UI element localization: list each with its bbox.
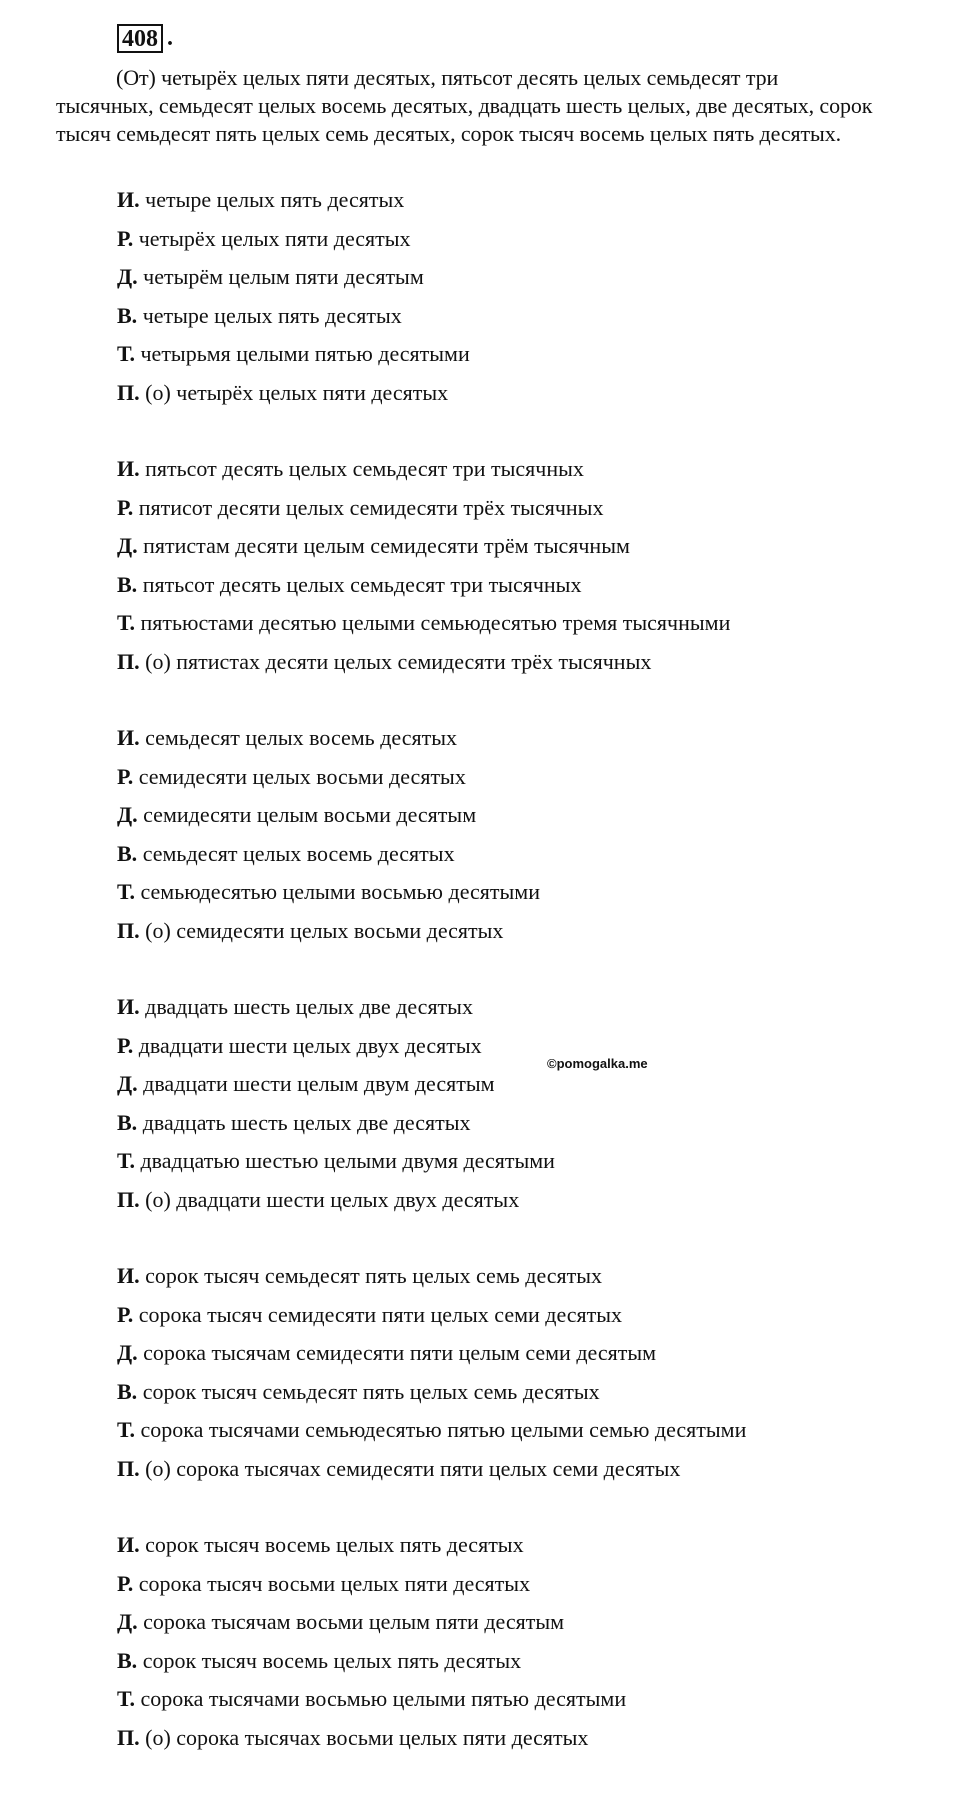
case-label: Д. bbox=[117, 802, 138, 827]
declension-row bbox=[117, 302, 917, 341]
case-label: И. bbox=[117, 187, 140, 212]
case-form-text: четырёх целых пяти десятых bbox=[138, 225, 411, 251]
declension-row bbox=[117, 455, 917, 494]
case-form-text: четырьмя целыми пятью десятыми bbox=[140, 341, 470, 366]
declension-row bbox=[117, 724, 917, 763]
case-form-text: (о) сорока тысячах семидесяти пяти целых семи десятых bbox=[145, 1455, 681, 1481]
case-form-text: сорока тысяч восьми целых пяти десятых bbox=[138, 1570, 531, 1596]
case-form-text: семьдесят целых восемь десятых bbox=[145, 725, 458, 750]
case-label: В. bbox=[117, 1109, 138, 1135]
case-label: В. bbox=[117, 840, 138, 866]
declension-group bbox=[117, 186, 917, 417]
case-label: И. bbox=[117, 456, 140, 481]
case-label: В. bbox=[117, 1647, 138, 1673]
declension-row bbox=[117, 379, 917, 418]
case-form-text: пятисот десяти целых семидесяти трёх тысячных bbox=[138, 494, 604, 520]
case-form-text: пятьсот десять целых семьдесят три тысячных bbox=[142, 571, 582, 597]
case-form-text: двадцать шесть целых две десятых bbox=[145, 994, 473, 1019]
case-form-text: сорока тысячам восьми целым пяти десятым bbox=[143, 1609, 565, 1634]
declension-row bbox=[117, 1032, 917, 1071]
case-label: В. bbox=[117, 1378, 138, 1404]
declension-row bbox=[117, 1570, 917, 1609]
case-form-text: двадцати шести целым двум десятым bbox=[143, 1071, 495, 1096]
declension-row bbox=[117, 1378, 917, 1417]
case-label: Т. bbox=[117, 610, 135, 635]
case-label: И. bbox=[117, 994, 140, 1019]
declension-row bbox=[117, 1685, 917, 1724]
declension-row bbox=[117, 1070, 917, 1109]
declension-row bbox=[117, 1301, 917, 1340]
case-label: П. bbox=[117, 1186, 140, 1212]
case-form-text: сорока тысячами восьмью целыми пятью десятыми bbox=[140, 1686, 627, 1711]
declension-row bbox=[117, 1608, 917, 1647]
case-form-text: пятьюстами десятью целыми семьюдесятью тремя тысячными bbox=[140, 610, 731, 635]
declension-row bbox=[117, 1455, 917, 1494]
case-form-text: семьдесят целых восемь десятых bbox=[142, 840, 455, 866]
case-form-text: сорок тысяч семьдесят пять целых семь десятых bbox=[142, 1378, 600, 1404]
case-form-text: сорока тысячам семидесяти пяти целым семи десятым bbox=[143, 1340, 657, 1365]
case-form-text: сорока тысяч семидесяти пяти целых семи десятых bbox=[138, 1301, 623, 1327]
case-form-text: четырём целым пяти десятым bbox=[143, 264, 424, 289]
case-label: Р. bbox=[117, 225, 134, 251]
case-form-text: двадцатью шестью целыми двумя десятыми bbox=[140, 1148, 555, 1173]
case-label: П. bbox=[117, 1724, 140, 1750]
declension-row bbox=[117, 1339, 917, 1378]
case-label: Р. bbox=[117, 1032, 134, 1058]
case-form-text: сорок тысяч семьдесят пять целых семь десятых bbox=[145, 1263, 603, 1288]
declension-row bbox=[117, 1262, 917, 1301]
declension-row bbox=[117, 571, 917, 610]
declension-row bbox=[117, 648, 917, 687]
case-label: Д. bbox=[117, 1609, 138, 1634]
declension-row bbox=[117, 263, 917, 302]
case-form-text: (о) семидесяти целых восьми десятых bbox=[145, 917, 504, 943]
declension-row bbox=[117, 186, 917, 225]
declension-row bbox=[117, 1186, 917, 1225]
case-form-text: пятистам десяти целым семидесяти трём тысячным bbox=[143, 533, 630, 558]
case-label: П. bbox=[117, 379, 140, 405]
declension-row bbox=[117, 1416, 917, 1455]
case-label: Р. bbox=[117, 763, 134, 789]
case-form-text: пятьсот десять целых семьдесят три тысячных bbox=[145, 456, 584, 481]
task-number-period: . bbox=[167, 25, 173, 51]
case-form-text: (о) двадцати шести целых двух десятых bbox=[145, 1186, 520, 1212]
case-label: П. bbox=[117, 1455, 140, 1481]
case-form-text: семьюдесятью целыми восьмью десятыми bbox=[140, 879, 540, 904]
declension-row bbox=[117, 494, 917, 533]
case-label: П. bbox=[117, 917, 140, 943]
case-form-text: (о) сорока тысячах восьми целых пяти десятых bbox=[145, 1724, 589, 1750]
case-label: В. bbox=[117, 302, 138, 328]
case-label: Р. bbox=[117, 1301, 134, 1327]
declension-row bbox=[117, 1724, 917, 1763]
case-form-text: двадцать шесть целых две десятых bbox=[142, 1109, 471, 1135]
declension-row bbox=[117, 1109, 917, 1148]
case-label: Д. bbox=[117, 1071, 138, 1096]
declension-group bbox=[117, 993, 917, 1224]
case-label: В. bbox=[117, 571, 138, 597]
case-label: И. bbox=[117, 1532, 140, 1557]
case-label: Р. bbox=[117, 1570, 134, 1596]
declension-groups bbox=[117, 186, 917, 1800]
case-form-text: четыре целых пять десятых bbox=[145, 187, 405, 212]
declension-row bbox=[117, 878, 917, 917]
declension-group bbox=[117, 724, 917, 955]
case-form-text: сорок тысяч восемь целых пять десятых bbox=[142, 1647, 522, 1673]
case-form-text: двадцати шести целых двух десятых bbox=[138, 1032, 482, 1058]
case-form-text: (о) четырёх целых пяти десятых bbox=[145, 379, 449, 405]
case-label: Т. bbox=[117, 879, 135, 904]
case-form-text: четыре целых пять десятых bbox=[142, 302, 402, 328]
case-form-text: семидесяти целым восьми десятым bbox=[143, 802, 477, 827]
declension-row bbox=[117, 763, 917, 802]
declension-row bbox=[117, 1147, 917, 1186]
declension-group bbox=[117, 1262, 917, 1493]
case-form-text: сорок тысяч восемь целых пять десятых bbox=[145, 1532, 524, 1557]
case-label: Т. bbox=[117, 1686, 135, 1711]
case-label: И. bbox=[117, 725, 140, 750]
declension-row bbox=[117, 840, 917, 879]
declension-row bbox=[117, 801, 917, 840]
declension-row bbox=[117, 993, 917, 1032]
declension-row bbox=[117, 609, 917, 648]
declension-group bbox=[117, 455, 917, 686]
declension-row bbox=[117, 1531, 917, 1570]
case-label: Д. bbox=[117, 533, 138, 558]
case-label: Т. bbox=[117, 341, 135, 366]
case-label: П. bbox=[117, 648, 140, 674]
case-label: Т. bbox=[117, 1417, 135, 1442]
task-number: 408 bbox=[117, 24, 163, 53]
case-label: И. bbox=[117, 1263, 140, 1288]
declension-row bbox=[117, 1647, 917, 1686]
case-label: Р. bbox=[117, 494, 134, 520]
declension-row bbox=[117, 340, 917, 379]
case-form-text: семидесяти целых восьми десятых bbox=[138, 763, 466, 789]
declension-row bbox=[117, 532, 917, 571]
declension-row bbox=[117, 225, 917, 264]
case-form-text: сорока тысячами семьюдесятью пятью целыми семью десятыми bbox=[140, 1417, 747, 1442]
case-label: Д. bbox=[117, 1340, 138, 1365]
watermark: ©pomogalka.me bbox=[547, 1056, 648, 1071]
task-intro-paragraph: (От) четырёх целых пяти десятых, пятьсот десять целых семьдесят три тысячных, семьдесят целых восемь десятых, двадцать шесть целых, две десятых, сорок тысяч семьдесят пять целых семь десятых, сорок тысяч восемь целых пять десятых. bbox=[56, 65, 873, 146]
case-form-text: (о) пятистах десяти целых семидесяти трёх тысячных bbox=[145, 648, 652, 674]
case-label: Д. bbox=[117, 264, 138, 289]
declension-group bbox=[117, 1531, 917, 1762]
declension-row bbox=[117, 917, 917, 956]
case-label: Т. bbox=[117, 1148, 135, 1173]
